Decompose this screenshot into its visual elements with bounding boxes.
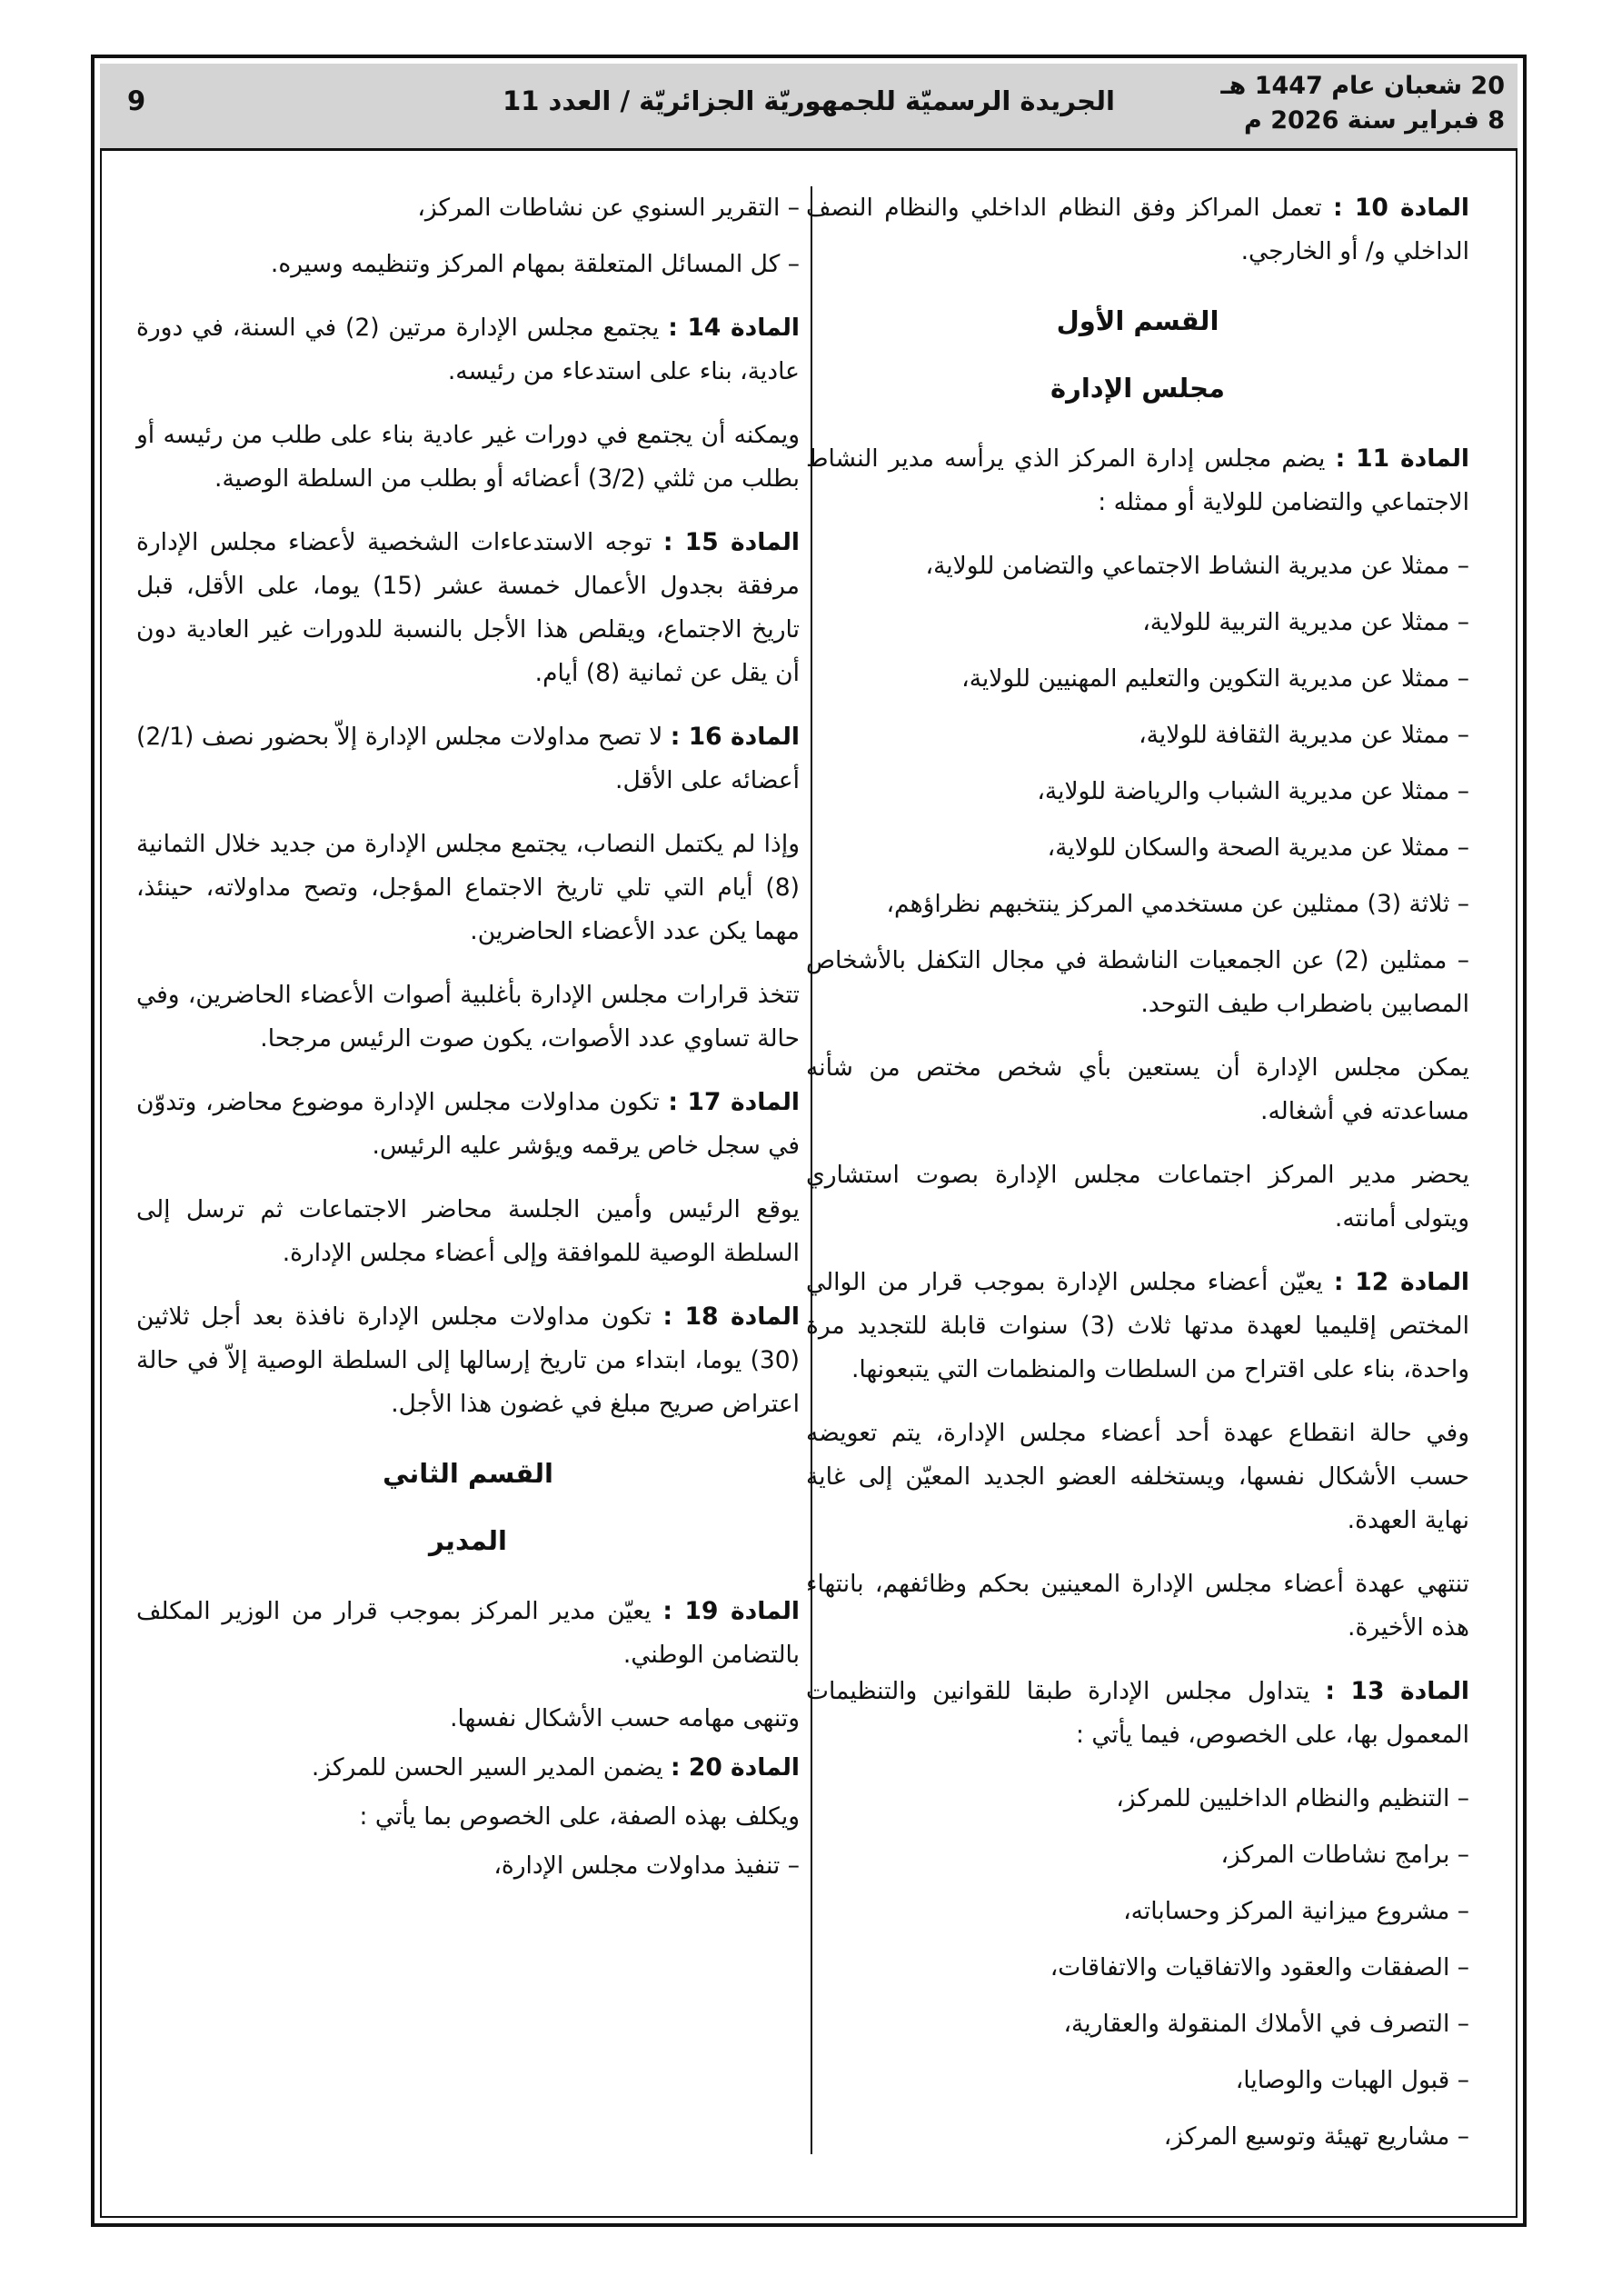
article-12 bbox=[806, 1261, 1469, 1392]
article-15 bbox=[136, 521, 800, 695]
paragraph: يحضر مدير المركز اجتماعات مجلس الإدارة بصوت استشاري ويتولى أمانته. bbox=[806, 1161, 1469, 1233]
section-subtitle: مجلس الإدارة bbox=[1050, 373, 1225, 404]
section-2-heading bbox=[136, 1450, 800, 1564]
list-item: – الصفقات والعقود والاتفاقيات والاتفاقات، bbox=[1050, 1953, 1469, 1982]
article-label: المادة 14 : bbox=[668, 314, 800, 342]
article-text: يعيّن مدير المركز بموجب قرار من الوزير المكلف بالتضامن الوطني. bbox=[136, 1597, 800, 1669]
section-title: القسم الأول bbox=[1056, 305, 1219, 336]
paragraph: وإذا لم يكتمل النصاب، يجتمع مجلس الإدارة من جديد خلال الثمانية (8) أيام التي تلي تاريخ الاجتماع المؤجل، وتصح مداولاته، حينئذ، مهما يكن عدد الأعضاء الحاضرين. bbox=[136, 830, 800, 945]
article-20 bbox=[136, 1746, 800, 1790]
header-date-gregorian: 8 فبراير سنة 2026 م bbox=[1244, 106, 1505, 135]
left-column bbox=[136, 186, 800, 1901]
paragraph: ويمكنه أن يجتمع في دورات غير عادية بناء على طلب من رئيسه أو بطلب من ثلثي (3/2) أعضائه أو بطلب من السلطة الوصية. bbox=[136, 421, 800, 493]
article-text: تعمل المراكز وفق النظام الداخلي والنظام النصف الداخلي و/ أو الخارجي. bbox=[806, 194, 1469, 265]
list-item: – ممثلين (2) عن الجمعيات الناشطة في مجال التكفل بالأشخاص المصابين باضطراب طيف التوحد. bbox=[806, 946, 1469, 1018]
paragraph: وفي حالة انقطاع عهدة أحد أعضاء مجلس الإدارة، يتم تعويضه حسب الأشكال نفسها، ويستخلفه العضو الجديد المعيّن إلى غاية نهاية العهدة. bbox=[806, 1419, 1469, 1534]
article-14 bbox=[136, 306, 800, 394]
page-header bbox=[100, 64, 1518, 151]
article-text: تكون مداولات مجلس الإدارة نافذة بعد أجل ثلاثين (30) يوما، ابتداء من تاريخ إرسالها إلى السلطة الوصية إلاّ في حالة اعتراض صريح مبلغ في غضون هذا الأجل. bbox=[136, 1303, 800, 1418]
article-18 bbox=[136, 1295, 800, 1426]
list-item: – التقرير السنوي عن نشاطات المركز، bbox=[417, 194, 800, 222]
list-item: – مشروع ميزانية المركز وحساباته، bbox=[1123, 1897, 1469, 1925]
article-11 bbox=[806, 437, 1469, 524]
article-10 bbox=[806, 186, 1469, 274]
header-title: الجريدة الرسميّة للجمهوريّة الجزائريّة / العدد 11 bbox=[503, 85, 1115, 116]
article-text: تكون مداولات مجلس الإدارة موضوع محاضر، وتدوّن في سجل خاص يرقمه ويؤشر عليه الرئيس. bbox=[136, 1088, 800, 1160]
article-label: المادة 17 : bbox=[668, 1088, 800, 1116]
article-17 bbox=[136, 1081, 800, 1168]
article-16 bbox=[136, 715, 800, 803]
list-item: – ممثلا عن مديرية النشاط الاجتماعي والتضامن للولاية، bbox=[925, 552, 1469, 580]
paragraph: ويكلف بهذه الصفة، على الخصوص بما يأتي : bbox=[359, 1802, 800, 1831]
list-item: – كل المسائل المتعلقة بمهام المركز وتنظيمه وسيره. bbox=[270, 250, 800, 278]
article-label: المادة 15 : bbox=[662, 528, 800, 556]
list-item: – ممثلا عن مديرية الثقافة للولاية، bbox=[1139, 721, 1469, 749]
article-19 bbox=[136, 1590, 800, 1677]
article-label: المادة 16 : bbox=[670, 723, 800, 751]
paragraph: تنتهي عهدة أعضاء مجلس الإدارة المعينين بحكم وظائفهم، بانتهاء هذه الأخيرة. bbox=[806, 1570, 1469, 1642]
right-column bbox=[806, 186, 1469, 2171]
article-label: المادة 10 : bbox=[1333, 194, 1469, 222]
article-13 bbox=[806, 1670, 1469, 1757]
section-title: القسم الثاني bbox=[383, 1458, 553, 1489]
paragraph: يمكن مجلس الإدارة أن يستعين بأي شخص مختص من شأنه مساعدته في أشغاله. bbox=[806, 1053, 1469, 1125]
article-text: يعيّن أعضاء مجلس الإدارة بموجب قرار من الوالي المختص إقليميا لعهدة مدتها ثلاث (3) سنوات قابلة للتجديد مرة واحدة، بناء على اقتراح من السلطات والمنظمات التي يتبعونها. bbox=[806, 1268, 1469, 1383]
list-item: – مشاريع تهيئة وتوسيع المركز، bbox=[1163, 2122, 1469, 2151]
list-item: – برامج نشاطات المركز، bbox=[1220, 1841, 1469, 1869]
article-text: لا تصح مداولات مجلس الإدارة إلاّ بحضور نصف (2/1) أعضائه على الأقل. bbox=[136, 723, 800, 794]
article-label: المادة 19 : bbox=[662, 1597, 800, 1625]
page-number: 9 bbox=[127, 85, 146, 116]
paragraph: يوقع الرئيس وأمين الجلسة محاضر الاجتماعات ثم ترسل إلى السلطة الوصية للموافقة وإلى أعضاء مجلس الإدارة. bbox=[136, 1195, 800, 1267]
article-text: توجه الاستدعاءات الشخصية لأعضاء مجلس الإدارة مرفقة بجدول الأعمال خمسة عشر (15) يوما، على الأقل، قبل تاريخ الاجتماع، ويقلص هذا الأجل بالنسبة للدورات غير العادية دون أن يقل عن ثمانية (8) أيام. bbox=[136, 528, 801, 687]
list-item: – ثلاثة (3) ممثلين عن مستخدمي المركز ينتخبهم نظراؤهم، bbox=[886, 890, 1469, 918]
paragraph: تتخذ قرارات مجلس الإدارة بأغلبية أصوات الأعضاء الحاضرين، وفي حالة تساوي عدد الأصوات، يكون صوت الرئيس مرجحا. bbox=[136, 981, 800, 1053]
article-label: المادة 13 : bbox=[1325, 1677, 1469, 1705]
list-item: – ممثلا عن مديرية الصحة والسكان للولاية، bbox=[1047, 834, 1469, 862]
article-text: يجتمع مجلس الإدارة مرتين (2) في السنة، في دورة عادية، بناء على استدعاء من رئيسه. bbox=[136, 314, 800, 385]
list-item: – ممثلا عن مديرية التكوين والتعليم المهنيين للولاية، bbox=[961, 664, 1469, 693]
list-item: – قبول الهبات والوصايا، bbox=[1235, 2066, 1469, 2094]
list-item: – تنفيذ مداولات مجلس الإدارة، bbox=[493, 1852, 800, 1880]
article-label: المادة 11 : bbox=[1335, 444, 1469, 473]
article-label: المادة 20 : bbox=[671, 1753, 800, 1782]
article-text: يضمن المدير السير الحسن للمركز. bbox=[311, 1753, 672, 1782]
article-text: يضم مجلس إدارة المركز الذي يرأسه مدير النشاط الاجتماعي والتضامن للولاية أو ممثله : bbox=[806, 444, 1469, 516]
article-label: المادة 12 : bbox=[1333, 1268, 1469, 1296]
section-subtitle: المدير bbox=[429, 1525, 507, 1556]
list-item: – التصرف في الأملاك المنقولة والعقارية، bbox=[1063, 2010, 1469, 2038]
article-text: يتداول مجلس الإدارة طبقا للقوانين والتنظيمات المعمول بها، على الخصوص، فيما يأتي : bbox=[806, 1677, 1469, 1749]
list-item: – ممثلا عن مديرية التربية للولاية، bbox=[1142, 608, 1469, 636]
paragraph: وتنهى مهامه حسب الأشكال نفسها. bbox=[450, 1704, 800, 1732]
section-1-heading bbox=[806, 297, 1469, 412]
list-item: – التنظيم والنظام الداخليين للمركز، bbox=[1116, 1784, 1469, 1812]
article-label: المادة 18 : bbox=[662, 1303, 800, 1331]
header-date-hijri: 20 شعبان عام 1447 هـ bbox=[1220, 72, 1505, 100]
list-item: – ممثلا عن مديرية الشباب والرياضة للولاية، bbox=[1037, 777, 1469, 805]
